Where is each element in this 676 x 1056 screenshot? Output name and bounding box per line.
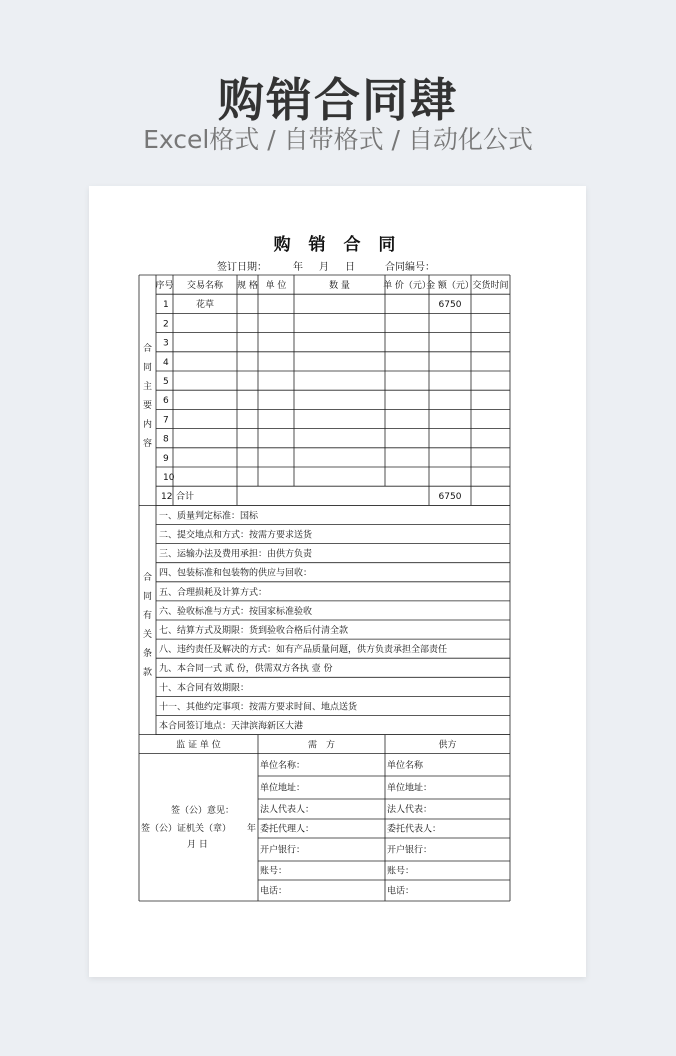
seller-field-label: 电话： — [387, 886, 415, 897]
column-header: 数 量 — [329, 281, 350, 291]
main-section-label-char: 主 — [142, 382, 153, 392]
seller-header: 供方 — [438, 740, 457, 751]
clause-text: 十、本合同有效期限： — [159, 683, 250, 694]
total-row-number: 12 — [161, 492, 173, 503]
row-number: 5 — [163, 377, 169, 387]
row-number: 4 — [163, 357, 169, 368]
main-section-label-char: 同 — [142, 363, 153, 373]
witness-month-day: 月 日 — [187, 840, 208, 850]
sign-date-label: 签订日期： — [217, 262, 267, 273]
clause-text: 十一、其他约定事项：按需方要求时间、地点送货 — [159, 702, 358, 713]
clause-text: 五、合理损耗及计算方式： — [159, 587, 268, 598]
row-number: 7 — [163, 415, 169, 426]
document-title: 购 销 合 同 — [273, 235, 402, 255]
hero-subtitle: Excel格式 / 自带格式 / 自动化公式 — [143, 125, 533, 154]
total-label: 合计 — [176, 492, 195, 503]
seller-field-label: 开户银行： — [387, 845, 433, 856]
column-header: 单 位 — [265, 281, 287, 291]
main-section-label-char: 合 — [142, 344, 153, 354]
row-number: 8 — [163, 434, 169, 445]
column-header: 交易名称 — [186, 281, 224, 291]
terms-section-label-char: 合 — [142, 573, 153, 583]
buyer-field-label: 单位地址： — [260, 783, 306, 794]
row-number: 3 — [163, 338, 169, 349]
date-year: 年 — [293, 262, 303, 273]
buyer-field-label: 单位名称： — [260, 760, 306, 771]
clause-text: 六、验收标准与方式：按国家标准验收 — [159, 606, 313, 617]
row-number: 10 — [163, 473, 175, 483]
item-amount: 6750 — [438, 300, 462, 311]
column-header: 规 格 — [237, 281, 258, 291]
main-section-label-char: 内 — [142, 420, 153, 430]
row-number: 1 — [163, 300, 169, 311]
item-name: 花草 — [195, 300, 215, 311]
clause-text: 三、运输办法及费用承担：由供方负责 — [159, 549, 313, 560]
clause-text: 七、结算方式及期限：货到验收合格后付清全款 — [159, 626, 349, 636]
clause-text: 九、本合同一式 贰 份，供需双方各执 壹 份 — [159, 664, 333, 675]
row-number: 6 — [163, 396, 169, 407]
buyer-field-label: 开户银行： — [260, 845, 306, 856]
column-header: 序号 — [155, 281, 174, 291]
seller-field-label: 委托代表人： — [387, 824, 442, 835]
seller-field-label: 法人代表： — [387, 805, 433, 815]
terms-section-label-char: 有 — [142, 611, 153, 621]
clause-text: 本合同签订地点：天津滨海新区大港 — [159, 721, 304, 732]
terms-section-label-char: 关 — [142, 630, 153, 640]
row-number: 2 — [163, 319, 169, 330]
buyer-field-label: 电话： — [260, 886, 288, 897]
column-header: 交货时间 — [472, 281, 509, 291]
clause-text: 二、提交地点和方式：按需方要求送货 — [159, 530, 313, 541]
column-header: 金 额（元） — [426, 281, 474, 291]
buyer-field-label: 委托代理人： — [260, 824, 315, 835]
contract-sheet — [89, 186, 586, 977]
main-section-label-char: 容 — [142, 439, 153, 449]
seller-field-label: 单位地址： — [387, 783, 433, 794]
witness-authority: 签（公）证机关（章） — [141, 824, 232, 834]
clause-text: 八、违约责任及解决的方式：如有产品质量问题，供方负责承担全部责任 — [159, 645, 448, 656]
total-amount: 6750 — [438, 492, 462, 503]
clause-text: 四、包装标准和包装物的供应与回收： — [159, 568, 313, 579]
terms-section-label-char: 同 — [142, 592, 153, 602]
date-month: 月 — [319, 262, 329, 273]
seller-field-label: 单位名称 — [387, 760, 424, 771]
hero-title: 购销合同肆 — [218, 73, 458, 127]
contract-table — [89, 186, 586, 977]
buyer-field-label: 账号： — [260, 866, 288, 877]
terms-section-label-char: 款 — [142, 668, 153, 678]
contract-no-label: 合同编号： — [385, 262, 435, 273]
clause-text: 一、质量判定标准：国标 — [159, 511, 259, 522]
seller-field-label: 账号： — [387, 866, 415, 877]
buyer-header: 需 方 — [307, 740, 336, 751]
witness-opinion: 签（公）意见： — [171, 806, 235, 816]
row-number: 9 — [163, 453, 169, 464]
date-day: 日 — [345, 262, 355, 273]
main-section-label-char: 要 — [142, 401, 153, 411]
witness-year: 年 — [247, 824, 257, 834]
column-header: 单 价（元） — [383, 281, 431, 291]
terms-section-label-char: 条 — [142, 649, 153, 659]
witness-header: 监 证 单 位 — [176, 740, 221, 751]
buyer-field-label: 法人代表人： — [260, 805, 315, 815]
